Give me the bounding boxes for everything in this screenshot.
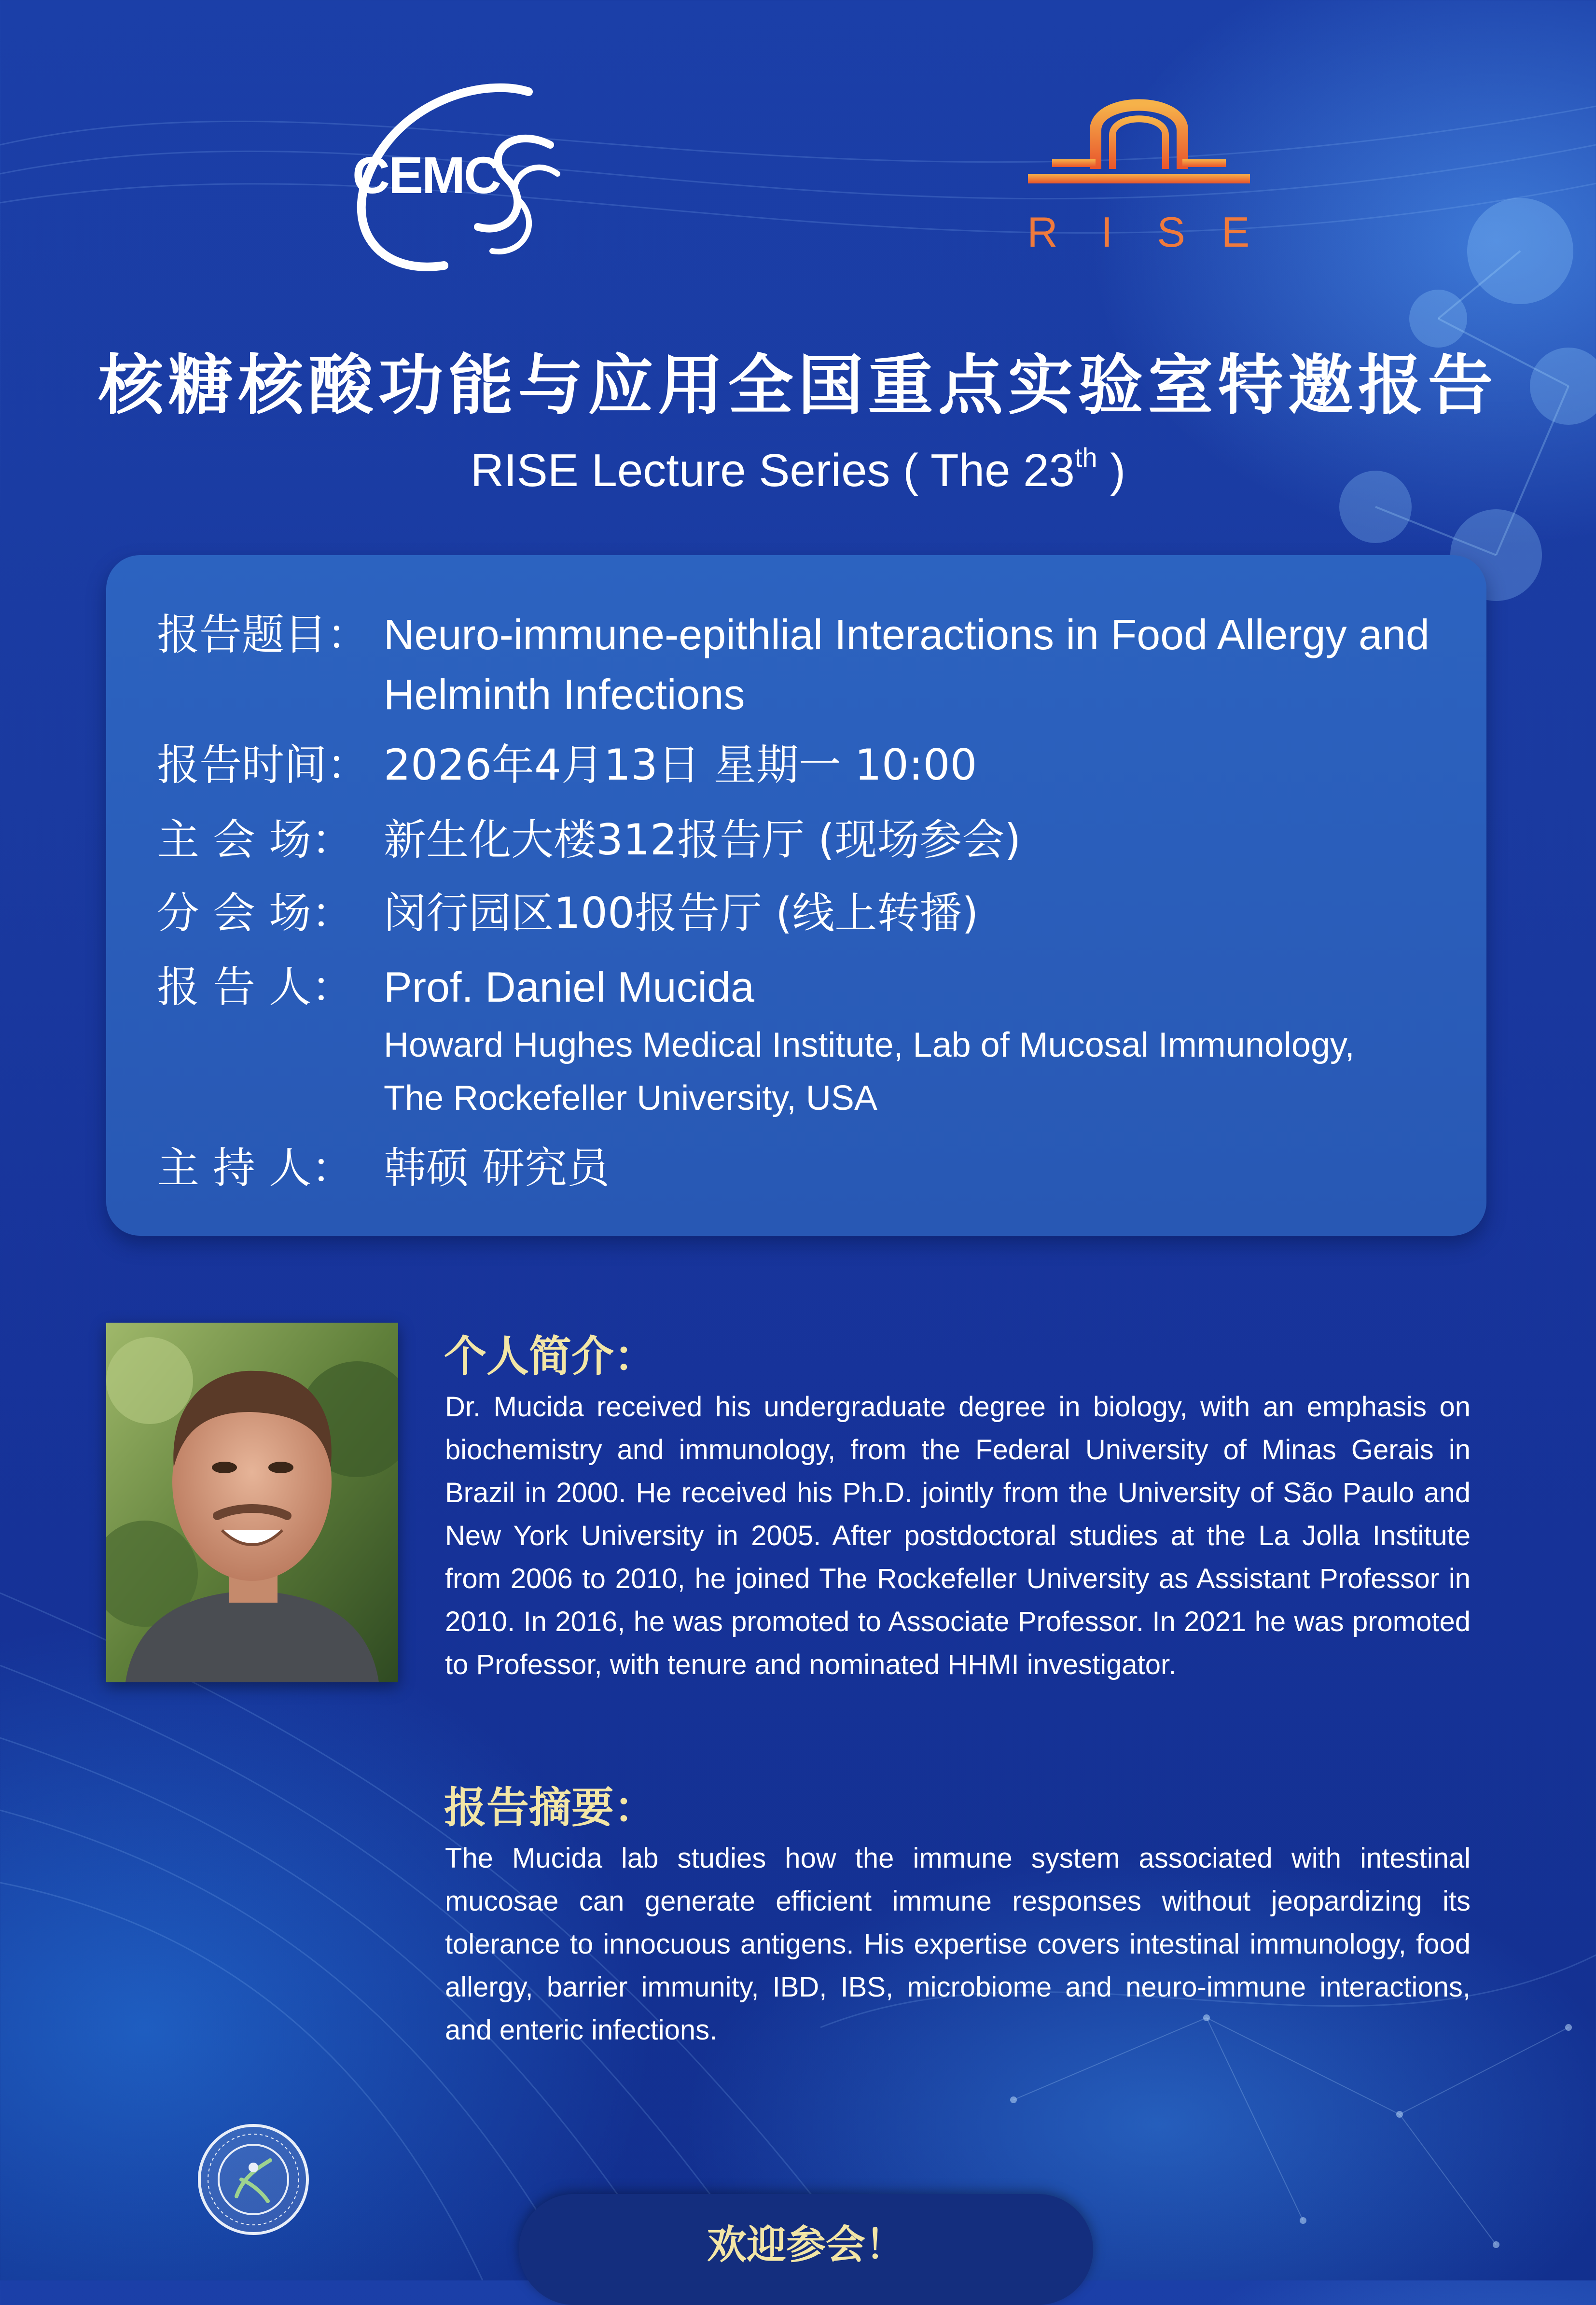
welcome-banner xyxy=(519,2194,1093,2305)
speaker-name: Prof. Daniel Mucida xyxy=(384,963,754,1011)
host-row xyxy=(157,1134,1455,1198)
series-superscript: th xyxy=(1074,442,1097,473)
rise-letter: I xyxy=(1101,208,1113,256)
sub-venue-row xyxy=(157,880,1455,943)
bio-title: 个人简介： xyxy=(444,1331,657,1381)
speaker-row xyxy=(157,953,1455,1017)
speaker-photo xyxy=(106,1323,398,1682)
host-label: 主 持 人： xyxy=(157,1143,354,1193)
time-label: 报告时间： xyxy=(157,740,370,790)
main-venue-label: 主 会 场： xyxy=(157,815,354,865)
host-value: 韩硕 研究员 xyxy=(384,1143,610,1193)
series-subtitle xyxy=(0,444,1596,497)
lecture-info-card xyxy=(106,555,1486,1236)
research-center-seal xyxy=(195,2122,311,2237)
rise-logo-text xyxy=(1023,208,1255,257)
rise-letter: R xyxy=(1027,208,1058,256)
main-venue-row xyxy=(157,806,1455,870)
welcome-text: 欢迎参会！ xyxy=(707,2222,905,2268)
time-row xyxy=(157,731,1455,795)
sub-venue-label: 分 会 场： xyxy=(157,888,354,938)
topic-row xyxy=(157,601,1455,725)
speaker-label: 报 告 人： xyxy=(157,962,354,1012)
bio-text: Dr. Mucida received his undergraduate degree in biology, with an emphasis on biochemistry and immunology, from the Federal University of Minas Gerais in Brazil in 2000. He received his Ph.D. jointly from the University of São Paulo and New York University in 2005. After postdoctoral studies at the La Jolla Institute from 2006 to 2010, he joined The Rockefeller University as Assistant Professor in 2010. In 2016, he was promoted to Associate Professor. In 2021 he was promoted to Professor, with tenure and nominated HHMI investigator. xyxy=(445,1391,1471,1680)
topic-label: 报告题目： xyxy=(157,610,370,659)
time-value: 2026年4月13日 星期一 10:00 xyxy=(384,740,977,790)
rise-letter: E xyxy=(1221,208,1250,256)
cemc-logo xyxy=(338,72,565,280)
topic-value: Neuro-immune-epithlial Interactions in Food Allergy and Helminth Infections xyxy=(384,611,1429,718)
rise-letter: S xyxy=(1157,208,1185,256)
rise-logo xyxy=(1023,87,1255,261)
abstract-text: The Mucida lab studies how the immune system associated with intestinal mucosae can generate efficient immune responses without jeopardizing its tolerance to innocuous antigens. His expertise covers intestinal immunology, food allergy, barrier immunity, IBD, IBS, microbiome and neuro-immune interactions, and enteric infections. xyxy=(445,1843,1471,2046)
page-title: 核糖核酸功能与应用全国重点实验室特邀报告 xyxy=(98,348,1498,423)
sub-venue-value: 闵行园区100报告厅 (线上转播) xyxy=(384,888,979,938)
main-venue-value: 新生化大楼312报告厅 (现场参会) xyxy=(384,815,1021,865)
series-prefix: RISE Lecture Series ( The 23 xyxy=(470,445,1075,496)
series-suffix: ) xyxy=(1097,445,1126,496)
cemc-logo-text: CEMC xyxy=(352,146,500,204)
speaker-affiliation-line1: Howard Hughes Medical Institute, Lab of Mucosal Immunology, xyxy=(384,1026,1355,1064)
research-center-seal-icon xyxy=(195,2122,311,2237)
abstract-title: 报告摘要： xyxy=(444,1783,657,1832)
speaker-portrait-image xyxy=(106,1323,398,1682)
rise-arch-icon xyxy=(1023,87,1255,203)
speaker-affiliation-line2: The Rockefeller University, USA xyxy=(384,1079,877,1118)
